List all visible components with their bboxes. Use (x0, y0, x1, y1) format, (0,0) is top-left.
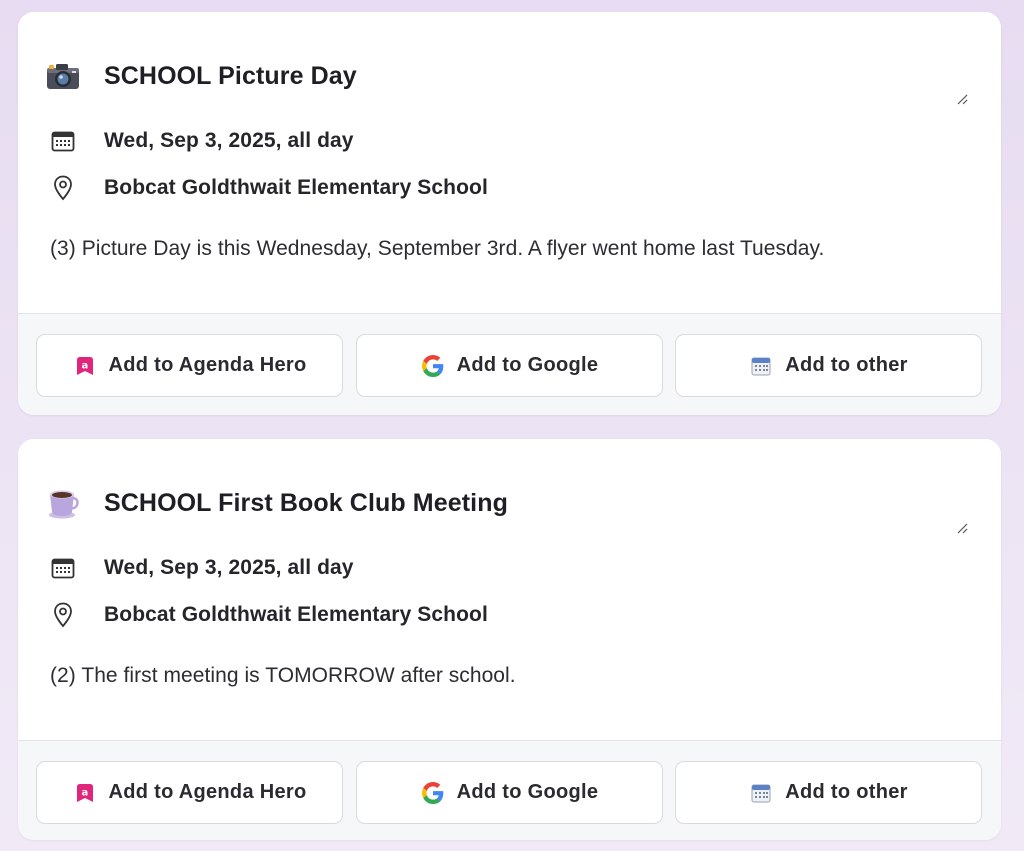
event-actions (18, 740, 1001, 840)
event-card-book-club (18, 439, 1001, 840)
add-to-other-label: Add to other (785, 354, 908, 376)
event-date-row (50, 128, 354, 154)
google-icon (421, 354, 445, 378)
calendar-app-icon (749, 354, 773, 378)
event-title: SCHOOL First Book Club Meeting (104, 488, 508, 517)
add-to-other-button[interactable] (675, 334, 982, 397)
agenda-hero-icon (73, 354, 97, 378)
event-date-row (50, 555, 354, 581)
calendar-app-icon (749, 781, 773, 805)
event-card-body (18, 439, 1001, 740)
add-to-agenda-hero-label: Add to Agenda Hero (108, 781, 307, 803)
coffee-cup-icon (44, 485, 82, 521)
add-to-agenda-hero-button[interactable] (36, 761, 343, 824)
add-to-agenda-hero-button[interactable] (36, 334, 343, 397)
event-card-body (18, 12, 1001, 313)
camera-icon (44, 58, 82, 94)
event-location: Bobcat Goldthwait Elementary School (104, 603, 488, 626)
event-date: Wed, Sep 3, 2025, all day (104, 556, 354, 579)
resize-handle-icon[interactable] (956, 521, 968, 533)
event-location-row (50, 602, 488, 628)
add-to-agenda-hero-label: Add to Agenda Hero (108, 354, 307, 376)
calendar-icon (50, 555, 76, 581)
google-icon (421, 781, 445, 805)
location-pin-icon (50, 175, 76, 201)
add-to-google-button[interactable] (356, 334, 663, 397)
event-description: (2) The first meeting is TOMORROW after school. (50, 664, 516, 687)
svg-text:a: a (80, 360, 89, 371)
event-location: Bobcat Goldthwait Elementary School (104, 176, 488, 199)
svg-text:a: a (80, 787, 89, 798)
add-to-google-button[interactable] (356, 761, 663, 824)
resize-handle-icon[interactable] (956, 92, 968, 104)
event-date: Wed, Sep 3, 2025, all day (104, 129, 354, 152)
add-to-other-label: Add to other (785, 781, 908, 803)
location-pin-icon (50, 602, 76, 628)
event-card-picture-day (18, 12, 1001, 415)
event-actions (18, 313, 1001, 415)
add-to-other-button[interactable] (675, 761, 982, 824)
event-description: (3) Picture Day is this Wednesday, September 3rd. A flyer went home last Tuesday. (50, 237, 825, 260)
add-to-google-label: Add to Google (456, 354, 599, 376)
event-title: SCHOOL Picture Day (104, 61, 357, 90)
add-to-google-label: Add to Google (456, 781, 599, 803)
event-title-row (44, 58, 357, 94)
agenda-hero-icon (73, 781, 97, 805)
event-title-row (44, 485, 508, 521)
calendar-icon (50, 128, 76, 154)
event-location-row (50, 175, 488, 201)
